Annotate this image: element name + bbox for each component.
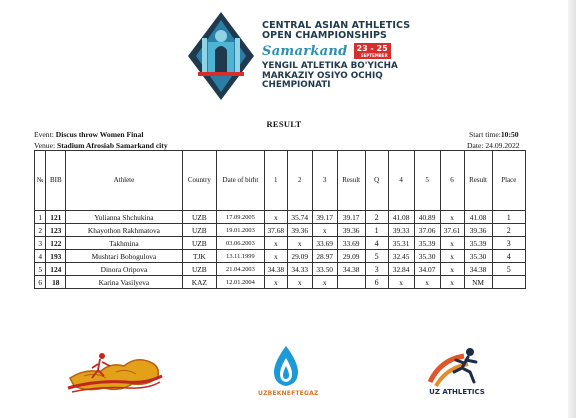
cell-result-final: NM: [464, 276, 492, 289]
cell-attempt6: x: [440, 237, 464, 250]
col-header-attempt2: 2: [287, 151, 312, 211]
start-time-value: 10:50: [500, 130, 519, 139]
event-value: Discus throw Women Final: [55, 130, 144, 139]
cell-athlete: Karina Vasilyeva: [66, 276, 183, 289]
cell-q: 6: [365, 276, 388, 289]
cell-result-final: 35.39: [464, 237, 492, 250]
cell-attempt1: 34.38: [264, 263, 287, 276]
cell-attempt6: 37.61: [440, 224, 464, 237]
cell-country: UZB: [182, 237, 216, 250]
cell-attempt1: 37.68: [264, 224, 287, 237]
col-header-result-final: Result: [464, 151, 492, 211]
cell-attempt4: 35.31: [388, 237, 414, 250]
runner-icon: [424, 346, 488, 388]
table-header-row: [35, 151, 526, 211]
cell-number: 3: [35, 237, 46, 250]
table-row: [35, 237, 526, 250]
cell-country: TJK: [182, 250, 216, 263]
cell-result-prelim: 29.09: [337, 250, 365, 263]
championship-banner: [188, 8, 424, 104]
cell-attempt3: x: [312, 224, 337, 237]
federation-map-logo-icon: [66, 342, 164, 398]
col-header-athlete: Athlete: [66, 151, 183, 211]
cell-athlete: Takhmina: [66, 237, 183, 250]
date-line: [467, 141, 520, 150]
cell-attempt4: 41.08: [388, 211, 414, 224]
cell-dob: 12.01.2004: [217, 276, 265, 289]
col-header-q: Q: [365, 151, 388, 211]
cell-q: 1: [365, 224, 388, 237]
cell-number: 4: [35, 250, 46, 263]
cell-dob: 03.06.2003: [217, 237, 265, 250]
cell-attempt4: 32.84: [388, 263, 414, 276]
cell-result-final: 39.36: [464, 224, 492, 237]
cell-result-final: 41.08: [464, 211, 492, 224]
col-header-place: Place: [492, 151, 525, 211]
cell-country: UZB: [182, 263, 216, 276]
cell-dob: 17.09.2005: [217, 211, 265, 224]
venue-line: [34, 141, 168, 150]
event-line: [34, 130, 143, 139]
cell-result-final: 35.30: [464, 250, 492, 263]
cell-place: 1: [492, 211, 525, 224]
cell-bib: 123: [46, 224, 66, 237]
uzbekneftegaz-logo: [258, 344, 319, 400]
cell-country: UZB: [182, 224, 216, 237]
venue-value: Stadium Afrosiab Samarkand city: [57, 141, 168, 150]
start-time-line: [469, 130, 519, 139]
venue-label: Venue:: [34, 141, 56, 150]
cell-attempt6: x: [440, 250, 464, 263]
cell-country: UZB: [182, 211, 216, 224]
col-header-attempt1: 1: [264, 151, 287, 211]
col-header-attempt4: 4: [388, 151, 414, 211]
results-table: [34, 150, 526, 289]
banner-text: [262, 21, 430, 91]
col-header-dob: Date of birht: [217, 151, 265, 211]
cell-result-prelim: 39.17: [337, 211, 365, 224]
uz-athletics-logo: [424, 346, 488, 400]
banner-line2: OPEN CHAMPIONSHIPS: [262, 30, 387, 41]
table-row: [35, 276, 526, 289]
cell-attempt1: x: [264, 250, 287, 263]
table-row: [35, 224, 526, 237]
cell-dob: 13.11.1999: [217, 250, 265, 263]
banner-city: Samarkand: [262, 43, 348, 59]
col-header-bib: BIB: [46, 151, 66, 211]
cell-result-prelim: 34.38: [337, 263, 365, 276]
date-label: Date:: [467, 141, 484, 150]
col-header-result-prelim: Result: [337, 151, 365, 211]
banner-line4: MARKAZIY OSIYO OCHIQ: [262, 70, 383, 81]
cell-attempt4: x: [388, 276, 414, 289]
cell-attempt5: 37.06: [414, 224, 440, 237]
cell-athlete: Mushtari Bobogulova: [66, 250, 183, 263]
cell-attempt4: 32.45: [388, 250, 414, 263]
table-row: [35, 250, 526, 263]
banner-dates-value: 23 - 25: [356, 44, 388, 53]
cell-attempt5: 35.39: [414, 237, 440, 250]
cell-attempt6: x: [440, 276, 464, 289]
col-header-attempt5: 5: [414, 151, 440, 211]
cell-attempt3: 39.17: [312, 211, 337, 224]
cell-attempt4: 39.33: [388, 224, 414, 237]
cell-place: 4: [492, 250, 525, 263]
cell-bib: 122: [46, 237, 66, 250]
cell-bib: 121: [46, 211, 66, 224]
cell-attempt3: 33.69: [312, 237, 337, 250]
cell-athlete: Dinora Oripova: [66, 263, 183, 276]
cell-place: 3: [492, 237, 525, 250]
event-label: Event:: [34, 130, 54, 139]
cell-place: [492, 276, 525, 289]
col-header-attempt6: 6: [440, 151, 464, 211]
cell-attempt2: x: [287, 237, 312, 250]
cell-attempt1: x: [264, 276, 287, 289]
cell-number: 5: [35, 263, 46, 276]
cell-dob: 19.01.2003: [217, 224, 265, 237]
cell-attempt2: 34.33: [287, 263, 312, 276]
cell-attempt5: 35.30: [414, 250, 440, 263]
cell-attempt2: 35.74: [287, 211, 312, 224]
cell-attempt3: 28.97: [312, 250, 337, 263]
cell-attempt6: x: [440, 263, 464, 276]
cell-attempt6: x: [440, 211, 464, 224]
cell-bib: 124: [46, 263, 66, 276]
cell-attempt3: x: [312, 276, 337, 289]
cell-attempt2: x: [287, 276, 312, 289]
cell-bib: 193: [46, 250, 66, 263]
registan-emblem-icon: [188, 12, 254, 100]
cell-athlete: Yulianna Shchukina: [66, 211, 183, 224]
banner-line3: YENGIL ATLETIKA BO'YICHA: [262, 61, 398, 71]
date-value: 24.09.2022: [485, 141, 520, 150]
cell-q: 5: [365, 250, 388, 263]
cell-q: 4: [365, 237, 388, 250]
banner-line1: CENTRAL ASIAN ATHLETICS: [262, 20, 411, 31]
table-row: [35, 211, 526, 224]
cell-bib: 18: [46, 276, 66, 289]
cell-place: 2: [492, 224, 525, 237]
col-header-number: №: [35, 151, 46, 211]
flame-drop-icon: [258, 344, 314, 390]
results-body: [35, 211, 526, 289]
cell-result-final: 34.38: [464, 263, 492, 276]
cell-attempt1: x: [264, 237, 287, 250]
cell-attempt3: 33.50: [312, 263, 337, 276]
cell-athlete: Khayothon Rakhmatova: [66, 224, 183, 237]
cell-result-prelim: 39.36: [337, 224, 365, 237]
start-time-label: Start time:: [469, 130, 501, 139]
cell-attempt5: 40.89: [414, 211, 440, 224]
cell-number: 6: [35, 276, 46, 289]
banner-line5: CHEMPIONATI: [262, 80, 331, 91]
cell-number: 2: [35, 224, 46, 237]
cell-q: 2: [365, 211, 388, 224]
cell-attempt2: 39.36: [287, 224, 312, 237]
banner-month: SEPTEMBER: [360, 53, 388, 58]
cell-dob: 21.04.2003: [217, 263, 265, 276]
result-title: RESULT: [266, 119, 302, 129]
cell-q: 3: [365, 263, 388, 276]
cell-result-prelim: 33.69: [337, 237, 365, 250]
cell-country: KAZ: [182, 276, 216, 289]
cell-attempt2: 29.09: [287, 250, 312, 263]
cell-attempt5: x: [414, 276, 440, 289]
cell-place: 5: [492, 263, 525, 276]
cell-number: 1: [35, 211, 46, 224]
cell-attempt5: 34.07: [414, 263, 440, 276]
page-edge: [568, 0, 576, 418]
col-header-attempt3: 3: [312, 151, 337, 211]
cell-result-prelim: [337, 276, 365, 289]
col-header-country: Country: [182, 151, 216, 211]
uz-athletics-text: UZ ATHLETICS: [429, 388, 485, 396]
banner-dates: [354, 43, 391, 59]
table-row: [35, 263, 526, 276]
cell-attempt1: x: [264, 211, 287, 224]
uzbekneftegaz-text: UZBEKNEFTEGAZ: [258, 390, 319, 397]
